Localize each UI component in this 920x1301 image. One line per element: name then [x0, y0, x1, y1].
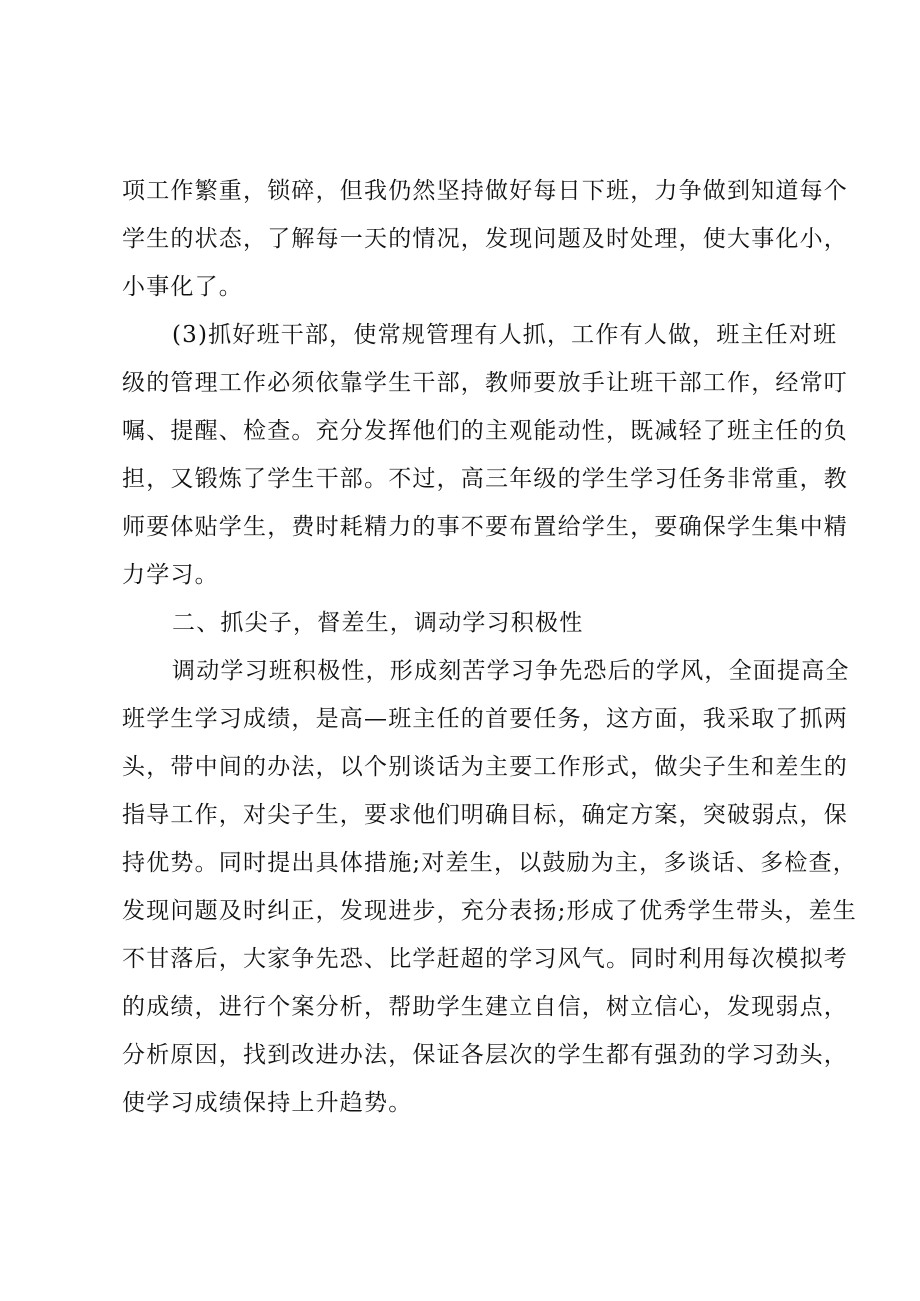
text-line: 力学习。 — [122, 562, 219, 588]
text-line: 项工作繁重，锁碎，但我仍然坚持做好每日下班，力争做到知道每个 — [122, 178, 848, 204]
text-line: 班学生学习成绩，是高—班主任的首要任务，这方面，我采取了抓两 — [122, 706, 848, 732]
text-line: 头，带中间的办法，以个别谈话为主要工作形式，做尖子生和差生的 — [122, 754, 848, 780]
text-line: 发现问题及时纠正，发现进步，充分表扬;形成了优秀学生带头，差生 — [122, 898, 857, 924]
text-line: 持优势。同时提出具体措施;对差生，以鼓励为主，多谈话、多检查， — [122, 850, 857, 876]
text-line: 指导工作，对尖子生，要求他们明确目标，确定方案，突破弱点，保 — [122, 802, 848, 828]
text-line: 小事化了。 — [122, 274, 243, 300]
text-line: 使学习成绩保持上升趋势。 — [122, 1090, 413, 1116]
text-line: 学生的状态，了解每一天的情况，发现问题及时处理，使大事化小， — [122, 226, 848, 252]
text-line: 级的管理工作必须依靠学生干部，教师要放手让班干部工作，经常叮 — [122, 370, 848, 396]
text-line: 师要体贴学生，费时耗精力的事不要布置给学生，要确保学生集中精 — [122, 514, 848, 540]
text-line: 担，又锻炼了学生干部。不过，高三年级的学生学习任务非常重，教 — [122, 466, 848, 492]
text-line: 不甘落后，大家争先恐、比学赶超的学习风气。同时利用每次模拟考 — [122, 946, 848, 972]
paragraph-start-line: (3)抓好班干部，使常规管理有人抓，工作有人做，班主任对班 — [172, 322, 838, 348]
text-line: 的成绩，进行个案分析，帮助学生建立自信，树立信心，发现弱点， — [122, 994, 848, 1020]
text-line: 嘱、提醒、检查。充分发挥他们的主观能动性，既减轻了班主任的负 — [122, 418, 848, 444]
paragraph-start-line: 调动学习班积极性，形成刻苦学习争先恐后的学风，全面提高全 — [172, 658, 850, 684]
section-heading: 二、抓尖子，督差生，调动学习积极性 — [172, 610, 584, 636]
text-line: 分析原因，找到改进办法，保证各层次的学生都有强劲的学习劲头， — [122, 1042, 848, 1068]
